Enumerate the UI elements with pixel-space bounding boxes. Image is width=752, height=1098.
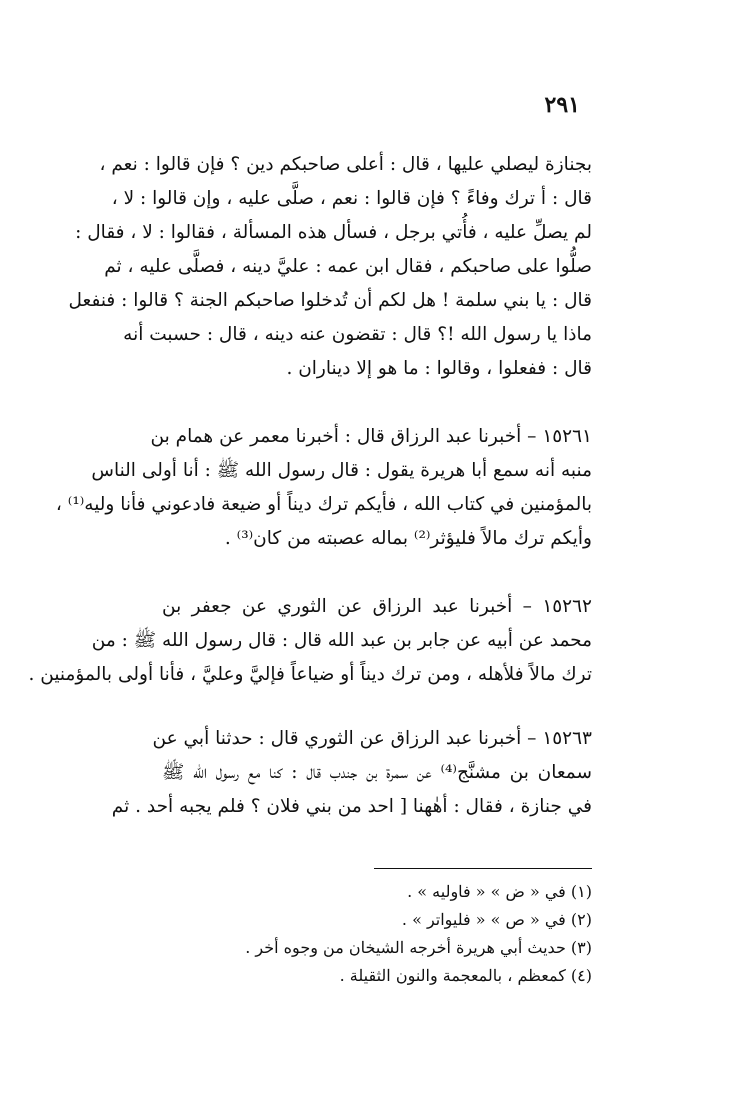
footnote: (٤) كمعظم ، بالمعجمة والنون الثقيلة .: [339, 966, 592, 985]
footnote-separator: [374, 868, 592, 869]
footnotes: [162, 878, 592, 990]
text-line: بالمؤمنين في كتاب الله ، فأيكم ترك ديناً أو ضيعة فادعوني فأنا وليه⁽¹⁾ ،: [55, 494, 592, 515]
text-line: ١٥٢٦٢ – أخبرنا عبد الرزاق عن الثوري عن جعفر بن: [162, 596, 592, 617]
paragraph-spacer: [162, 692, 592, 722]
text-line: ١٥٢٦١ – أخبرنا عبد الرزاق قال : أخبرنا معمر عن همام بن: [150, 426, 592, 447]
main-text: [28, 148, 592, 824]
text-line: في جنازة ، فقال : أهٰهنا [ احد من بني فلان ؟ فلم يجبه أحد . ثم: [111, 796, 592, 817]
paragraph-spacer: [162, 556, 592, 590]
footnote: (٣) حديث أبي هريرة أخرجه الشيخان من وجوه أخر .: [245, 938, 592, 957]
paragraph-intro: [68, 148, 592, 386]
page-number: ٢٩١: [544, 92, 580, 118]
text-line: محمد عن أبيه عن جابر بن عبد الله قال : قال رسول الله ﷺ : من: [91, 630, 592, 651]
footnote: (١) في « ض » « فاوليه » .: [407, 882, 592, 901]
text-line: ماذا يا رسول الله !؟ قال : تقضون عنه دينه ، قال : حسبت أنه: [123, 324, 592, 345]
text-line: بجنازة ليصلي عليها ، قال : أعلى صاحبكم دين ؟ فإن قالوا : نعم ،: [99, 154, 592, 175]
text-line: لم يصلِّ عليه ، فأُتي برجل ، فسأل هذه المسألة ، فقالوا : لا ، فقال :: [75, 222, 592, 243]
paragraph-hadith-15263: [111, 722, 592, 824]
text-line: ١٥٢٦٣ – أخبرنا عبد الرزاق عن الثوري قال : حدثنا أبي عن: [152, 728, 592, 749]
text-line: قال : أ ترك وفاءً ؟ فإن قالوا : نعم ، صلَّى عليه ، وإن قالوا : لا ،: [111, 188, 592, 209]
text-line: وأيكم ترك مالاً فليؤثر⁽²⁾ بماله عصبته من كان⁽³⁾ .: [224, 528, 592, 549]
text-line: منبه أنه سمع أبا هريرة يقول : قال رسول الله ﷺ : أنا أولى الناس: [91, 460, 592, 481]
text-line: سمعان بن مشنَّج⁽⁴⁾ عن سمرة بن جندب قال : كنا مع رسول الله ﷺ: [162, 762, 592, 783]
text-line: ترك مالاً فلأهله ، ومن ترك ديناً أو ضياعاً فإليَّ وعليَّ ، فأنا أولى بالمؤمنين .: [28, 664, 592, 685]
paragraph-spacer: [162, 386, 592, 420]
paragraph-hadith-15261: [55, 420, 592, 556]
text-line: قال : ففعلوا ، وقالوا : ما هو إلا ديناران .: [286, 358, 592, 379]
footnote: (٢) في « ص » « فليواتر » .: [401, 910, 592, 929]
paragraph-hadith-15262: [28, 590, 592, 692]
text-line: صلُّوا على صاحبكم ، فقال ابن عمه : عليَّ دينه ، فصلَّى عليه ، ثم: [104, 256, 592, 277]
text-line: قال : يا بني سلمة ! هل لكم أن تُدخلوا صاحبكم الجنة ؟ قالوا : فنفعل: [68, 290, 592, 311]
